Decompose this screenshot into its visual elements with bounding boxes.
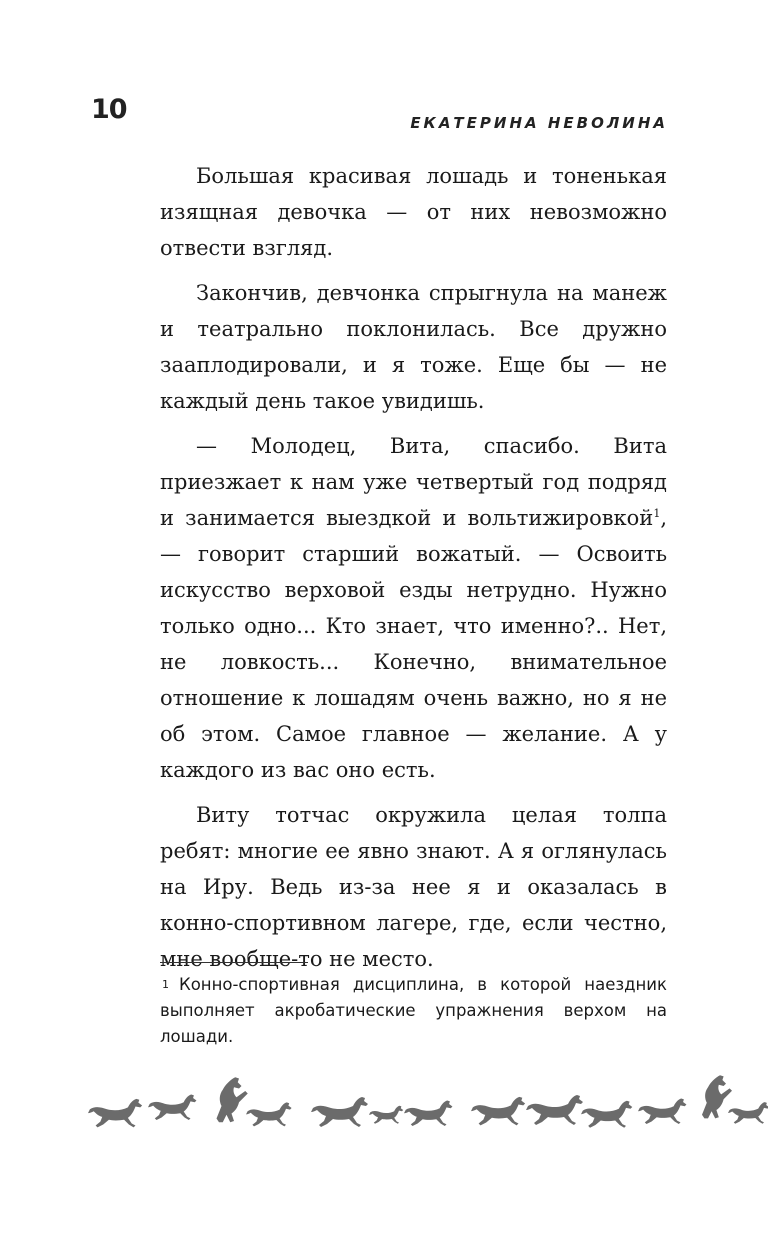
running-head: ЕКАТЕРИНА НЕВОЛИНА [410, 114, 668, 132]
footnote [160, 972, 667, 1050]
body-text [160, 158, 667, 977]
paragraph-3-before: — Молодец, Вита, спасибо. Вита приезжает к нам уже четвертый год подряд и занимается выездкой и вольтижировкой [160, 434, 667, 530]
footnote-reference[interactable]: 1 [653, 507, 661, 520]
footnote-divider [160, 962, 308, 963]
paragraph-3 [160, 428, 667, 788]
footnote-text: Конно-спортивная дисциплина, в которой наездник выполняет акробатические упражнения верхом на лошади. [160, 975, 667, 1046]
footnote-mark: 1 [162, 978, 169, 991]
paragraph-3-after: , — говорит старший вожатый. — Освоить искусство верховой езды нетрудно. Нужно только одно... Кто знает, что именно?.. Нет, не ловкость... Конечно, внимательное отношение к лошадям очень важно, но я не об этом. Самое главное — желание. А у каждого из вас оно есть. [160, 506, 667, 782]
paragraph-2: Закончив, девчонка спрыгнула на манеж и театрально поклонилась. Все дружно зааплодировали, и я тоже. Еще бы — не каждый день такое увидишь. [160, 281, 667, 413]
running-horses-icon [86, 1070, 768, 1130]
page-number: 10 [91, 94, 127, 125]
paragraph-4: Виту тотчас окружила целая толпа ребят: многие ее явно знают. А я оглянулась на Иру. Ведь из-за нее я и оказалась в конно-спортивном лагере, где, если честно, мне вообще-то не место. [160, 803, 667, 971]
horse-silhouettes [88, 1075, 768, 1128]
paragraph-1: Большая красивая лошадь и тоненькая изящная девочка — от них невозможно отвести взгляд. [160, 164, 667, 260]
